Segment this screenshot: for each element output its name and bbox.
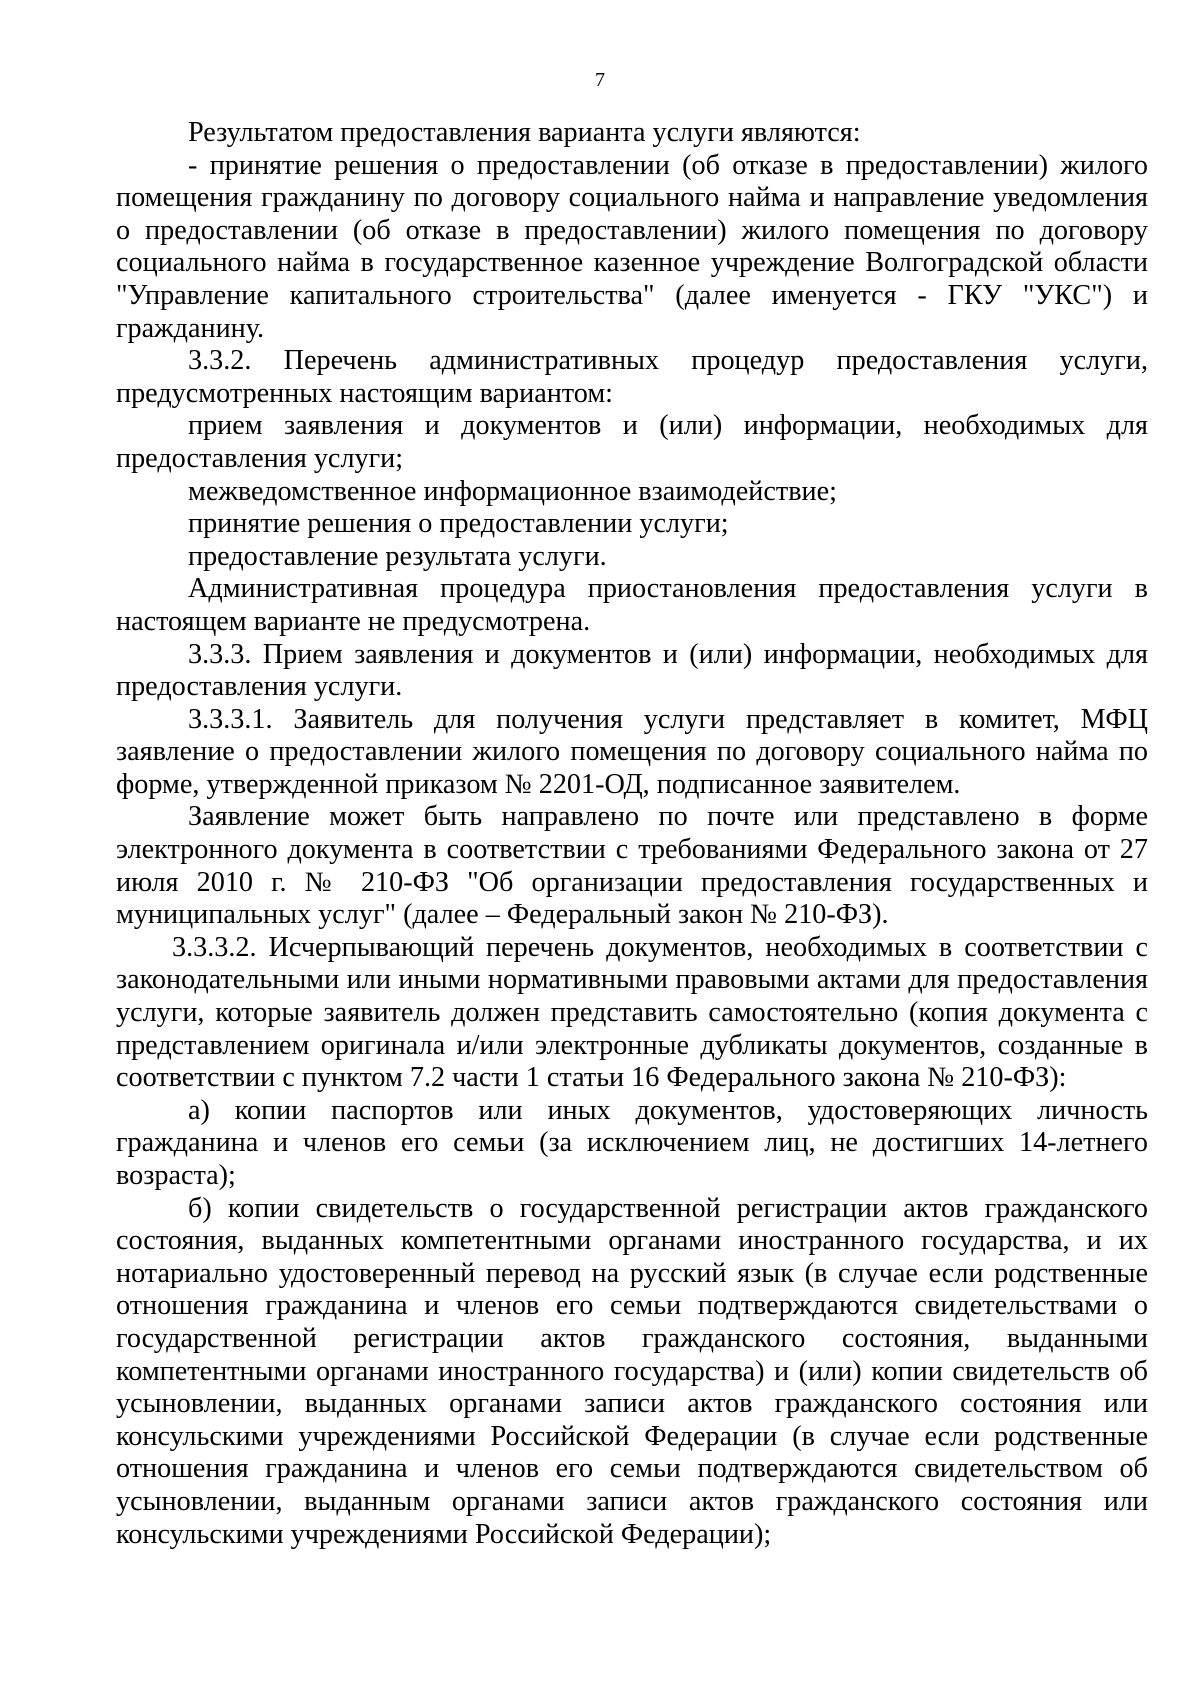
- document-body: [116, 117, 1148, 1551]
- paragraph-suspension: Административная процедура приостановления предоставления услуги в настоящем варианте не предусмотрена.: [116, 573, 1148, 637]
- paragraph-procedure-2: межведомственное информационное взаимодействие;: [188, 475, 837, 507]
- paragraph-procedure-4: предоставление результата услуги.: [188, 540, 607, 572]
- paragraph-procedure-1: прием заявления и документов и (или) информации, необходимых для предоставления услуги;: [116, 410, 1148, 474]
- page-number: 7: [595, 69, 605, 91]
- paragraph-3-3-2: 3.3.2. Перечень административных процедур предоставления услуги, предусмотренных настоящим вариантом:: [116, 345, 1148, 409]
- paragraph-3-3-3: 3.3.3. Прием заявления и документов и (или) информации, необходимых для предоставления услуги.: [116, 638, 1148, 703]
- paragraph-item-a: а) копии паспортов или иных документов, удостоверяющих личность гражданина и членов его семьи (за исключением лиц, не достигших 14-летнего возраста);: [116, 1094, 1148, 1191]
- paragraph-application-delivery: Заявление может быть направлено по почте или представлено в форме электронного документа в соответствии с требованиями Федерального закона от 27 июля 2010 г. № 210-ФЗ "Об организации предоставления государственных и муниципальных услуг" (далее – Федеральный закон № 210-ФЗ).: [116, 801, 1148, 931]
- paragraph-item-b: б) копии свидетельств о государственной регистрации актов гражданского состояния, выданных компетентными органами иностранного государства, и их нотариально удостоверенный перевод на русский язык (в случае если родственные отношения гражданина и членов его семьи подтверждаются свидетельствами о государственной регистрации актов гражданского состояния, выданными компетентными органами иностранного государства) и (или) копии свидетельств об усыновлении, выданных органами записи актов гражданского состояния или консульскими учреждениями Российской Федерации (в случае если родственные отношения гражданина и членов его семьи подтверждаются свидетельством об усыновлении, выданным органами записи актов гражданского состояния или консульскими учреждениями Российской Федерации);: [116, 1192, 1148, 1550]
- paragraph-result-intro: Результатом предоставления варианта услуги являются:: [188, 117, 861, 148]
- paragraph-procedure-3: принятие решения о предоставлении услуги;: [188, 508, 729, 540]
- paragraph-3-3-3-1: 3.3.3.1. Заявитель для получения услуги представляет в комитет, МФЦ заявление о предоставлении жилого помещения по договору социального найма по форме, утвержденной приказом № 2201-ОД, подписанное заявителем.: [116, 703, 1148, 800]
- paragraph-result-item: - принятие решения о предоставлении (об отказе в предоставлении) жилого помещения гражданину по договору социального найма и направление уведомления о предоставлении (об отказе в предоставлении) жилого помещения по договору социального найма в государственное казенное учреждение Волгоградской области "Управление капитального строительства" (далее именуется - ГКУ "УКС") и гражданину.: [116, 149, 1148, 344]
- paragraph-3-3-3-2: 3.3.3.2. Исчерпывающий перечень документов, необходимых в соответствии с законодательными или иными нормативными правовыми актами для предоставления услуги, которые заявитель должен представить самостоятельно (копия документа с представлением оригинала и/или электронные дубликаты документов, созданные в соответствии с пунктом 7.2 части 1 статьи 16 Федерального закона № 210-ФЗ):: [116, 931, 1148, 1094]
